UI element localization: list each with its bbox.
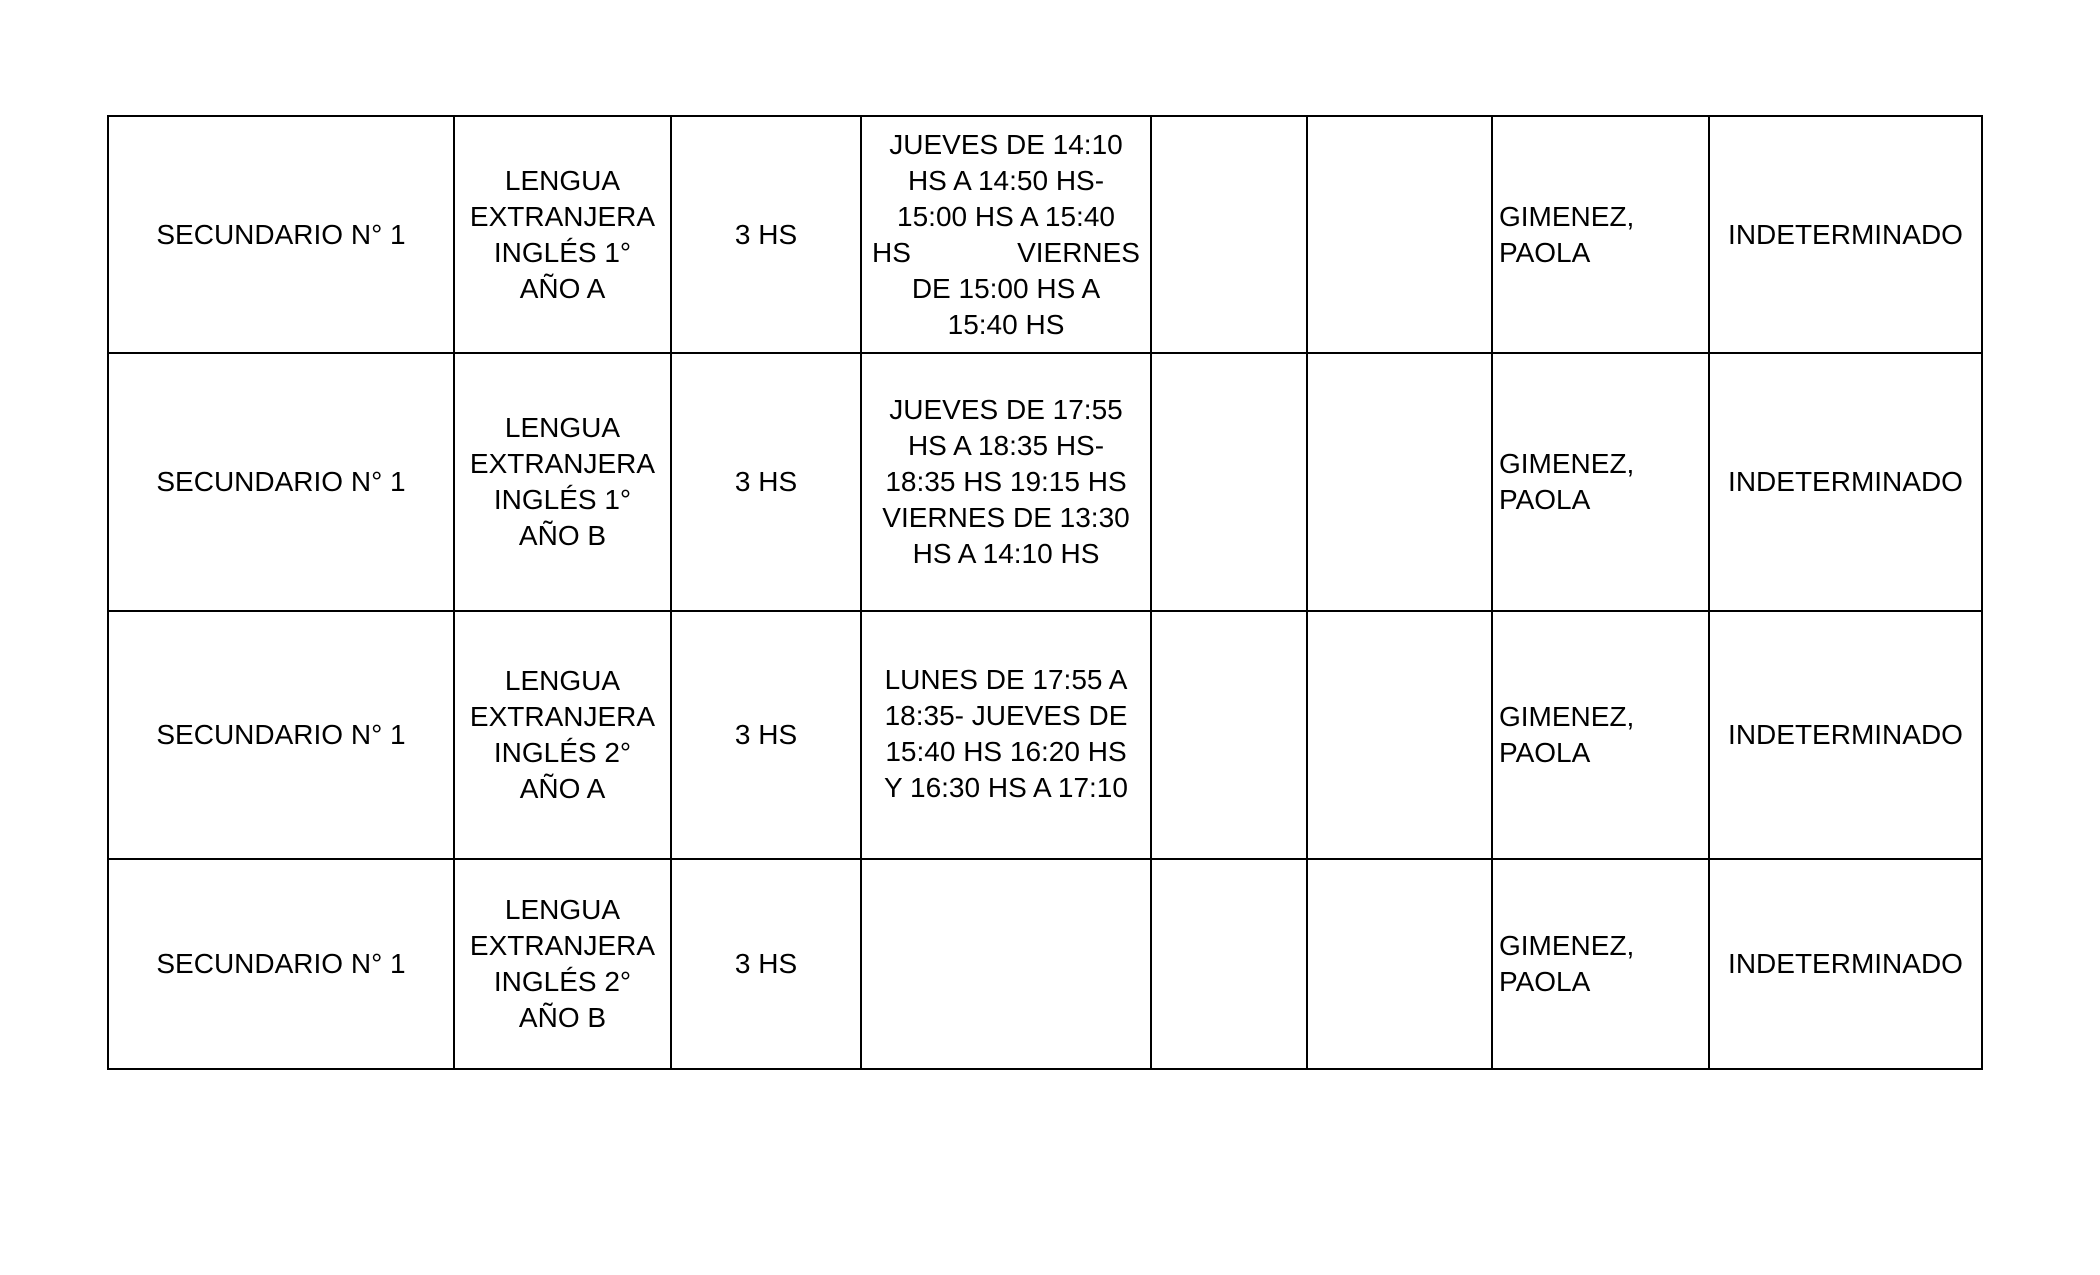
subject-text: LENGUA EXTRANJERA INGLÉS 1° AÑO A — [469, 164, 656, 304]
status-text: INDETERMINADO — [1728, 719, 1963, 750]
teacher-text: GIMENEZ, PAOLA — [1499, 930, 1635, 997]
table-row — [108, 353, 1982, 611]
school-cell — [108, 859, 454, 1069]
subject-text: LENGUA EXTRANJERA INGLÉS 1° AÑO B — [469, 412, 656, 551]
hours-cell — [671, 116, 861, 353]
teacher-cell — [1492, 859, 1709, 1069]
schedule-line: LUNES DE 17:55 A — [884, 664, 1128, 695]
schedule-line: 15:00 HS A 15:40 — [897, 200, 1115, 232]
schedule-line: HS A 14:10 HS — [912, 538, 1100, 569]
subject-cell — [454, 353, 671, 611]
teacher-cell — [1492, 611, 1709, 859]
schedule-line: 15:40 HS — [947, 308, 1065, 340]
schedule-line: 18:35 HS 19:15 HS — [885, 466, 1127, 497]
schedule-line — [872, 235, 1140, 271]
school-text: SECUNDARIO N° 1 — [156, 466, 406, 497]
school-cell — [108, 353, 454, 611]
empty-cell — [1307, 116, 1492, 353]
school-cell — [108, 611, 454, 859]
teacher-text: GIMENEZ, PAOLA — [1499, 448, 1635, 515]
status-cell — [1709, 116, 1982, 353]
subject-text: LENGUA EXTRANJERA INGLÉS 2° AÑO A — [469, 665, 656, 804]
hours-text: 3 HS — [734, 218, 798, 250]
school-text: SECUNDARIO N° 1 — [156, 218, 406, 250]
empty-cell — [1151, 611, 1307, 859]
schedule-line: 18:35- JUEVES DE — [884, 700, 1128, 731]
schedule-line: DE 15:00 HS A — [911, 272, 1101, 304]
subject-cell — [454, 859, 671, 1069]
schedule-line: JUEVES DE 14:10 — [889, 128, 1123, 160]
schedule-line: 15:40 HS 16:20 HS — [885, 736, 1127, 767]
schedule-line: HS A 18:35 HS- — [907, 430, 1105, 461]
schedule-text — [872, 392, 1140, 572]
school-cell — [108, 116, 454, 353]
schedule-word: VIERNES — [1017, 236, 1140, 268]
status-text: INDETERMINADO — [1728, 466, 1963, 497]
schedule-line: HS A 14:50 HS- — [907, 164, 1105, 196]
empty-cell — [1307, 353, 1492, 611]
schedule-line: VIERNES DE 13:30 — [882, 502, 1130, 533]
empty-cell — [1151, 116, 1307, 353]
subject-cell — [454, 611, 671, 859]
subject-cell — [454, 116, 671, 353]
school-text: SECUNDARIO N° 1 — [156, 719, 406, 750]
status-cell — [1709, 353, 1982, 611]
status-text: INDETERMINADO — [1728, 948, 1963, 979]
table-row — [108, 116, 1982, 353]
empty-cell — [1307, 859, 1492, 1069]
schedule-line: JUEVES DE 17:55 — [889, 394, 1123, 425]
teacher-cell — [1492, 116, 1709, 353]
subject-text: LENGUA EXTRANJERA INGLÉS 2° AÑO B — [469, 894, 656, 1033]
hours-cell — [671, 859, 861, 1069]
empty-cell — [1307, 611, 1492, 859]
hours-text: 3 HS — [734, 719, 798, 750]
assignment-table — [107, 115, 1983, 1070]
schedule-text — [872, 127, 1140, 343]
status-text: INDETERMINADO — [1728, 218, 1963, 250]
school-text: SECUNDARIO N° 1 — [156, 948, 406, 979]
schedule-text — [872, 662, 1140, 806]
hours-cell — [671, 353, 861, 611]
schedule-cell — [861, 353, 1151, 611]
hours-cell — [671, 611, 861, 859]
schedule-cell — [861, 116, 1151, 353]
hours-text: 3 HS — [734, 948, 798, 979]
table-row — [108, 859, 1982, 1069]
teacher-cell — [1492, 353, 1709, 611]
teacher-text: GIMENEZ, PAOLA — [1499, 701, 1635, 768]
table-row — [108, 611, 1982, 859]
table-body — [108, 116, 1982, 1069]
empty-cell — [1151, 859, 1307, 1069]
status-cell — [1709, 611, 1982, 859]
teacher-text: GIMENEZ, PAOLA — [1499, 200, 1635, 268]
schedule-word: HS — [872, 236, 911, 268]
hours-text: 3 HS — [734, 466, 798, 497]
schedule-cell — [861, 611, 1151, 859]
status-cell — [1709, 859, 1982, 1069]
schedule-cell — [861, 859, 1151, 1069]
schedule-line: Y 16:30 HS A 17:10 — [884, 772, 1128, 803]
empty-cell — [1151, 353, 1307, 611]
